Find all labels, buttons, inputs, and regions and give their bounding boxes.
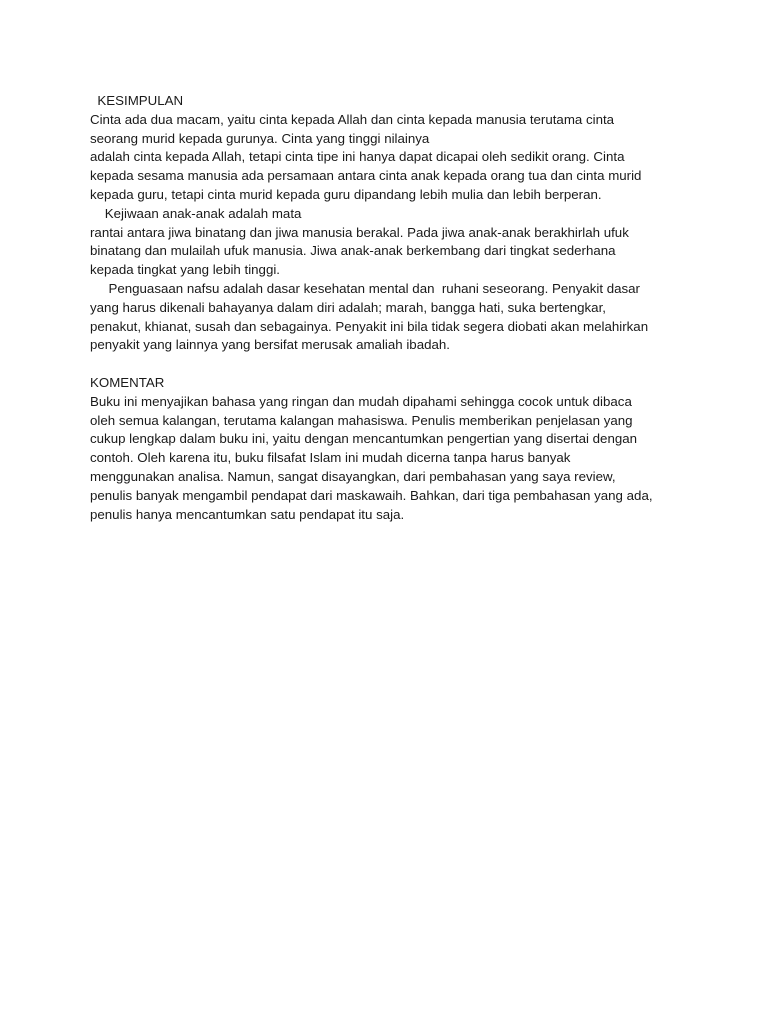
text-line: contoh. Oleh karena itu, buku filsafat Islam ini mudah dicerna tanpa harus banyak xyxy=(90,450,571,466)
text-line: Buku ini menyajikan bahasa yang ringan dan mudah dipahami sehingga cocok untuk dibaca xyxy=(90,393,632,409)
text-line: Cinta ada dua macam, yaitu cinta kepada Allah dan cinta kepada manusia terutama cinta xyxy=(90,111,615,127)
text-line: penulis banyak mengambil pendapat dari maskawaih. Bahkan, dari tiga pembahasan yang ada, xyxy=(90,487,653,503)
text-line: kepada guru, tetapi cinta murid kepada guru dipandang lebih mulia dan lebih berperan. xyxy=(90,186,602,202)
komentar-heading: KOMENTAR xyxy=(90,374,165,390)
text-line: menggunakan analisa. Namun, sangat disayangkan, dari pembahasan yang saya review, xyxy=(90,468,616,484)
text-line: penakut, khianat, susah dan sebagainya. Penyakit ini bila tidak segera diobati akan melahirkan xyxy=(90,318,649,334)
text-line: oleh semua kalangan, terutama kalangan mahasiswa. Penulis memberikan penjelasan yang xyxy=(90,412,633,428)
paragraph-gap xyxy=(90,355,690,374)
text-line: kepada sesama manusia ada persamaan antara cinta anak kepada orang tua dan cinta murid xyxy=(90,168,642,184)
text-line: kepada tingkat yang lebih tinggi. xyxy=(90,262,280,278)
text-line: penyakit yang lainnya yang bersifat merusak amaliah ibadah. xyxy=(90,337,450,353)
document-page xyxy=(90,92,690,524)
kesimpulan-section xyxy=(90,92,690,355)
text-line: Kejiwaan anak-anak adalah mata xyxy=(90,205,302,221)
text-line: adalah cinta kepada Allah, tetapi cinta tipe ini hanya dapat dicapai oleh sedikit orang. Cinta xyxy=(90,149,625,165)
text-line: rantai antara jiwa binatang dan jiwa manusia berakal. Pada jiwa anak-anak berakhirlah ufuk xyxy=(90,224,629,240)
text-line: yang harus dikenali bahayanya dalam diri adalah; marah, bangga hati, suka bertengkar, xyxy=(90,299,606,315)
text-line: binatang dan mulailah ufuk manusia. Jiwa anak-anak berkembang dari tingkat sederhana xyxy=(90,243,616,259)
text-line: penulis hanya mencantumkan satu pendapat itu saja. xyxy=(90,506,405,522)
kesimpulan-heading: KESIMPULAN xyxy=(90,93,184,108)
text-line: Penguasaan nafsu adalah dasar kesehatan mental dan ruhani seseorang. Penyakit dasar xyxy=(90,280,640,296)
text-line: cukup lengkap dalam buku ini, yaitu dengan mencantumkan pengertian yang disertai dengan xyxy=(90,431,638,447)
text-line: seorang murid kepada gurunya. Cinta yang tinggi nilainya xyxy=(90,130,430,146)
komentar-section xyxy=(90,374,690,524)
